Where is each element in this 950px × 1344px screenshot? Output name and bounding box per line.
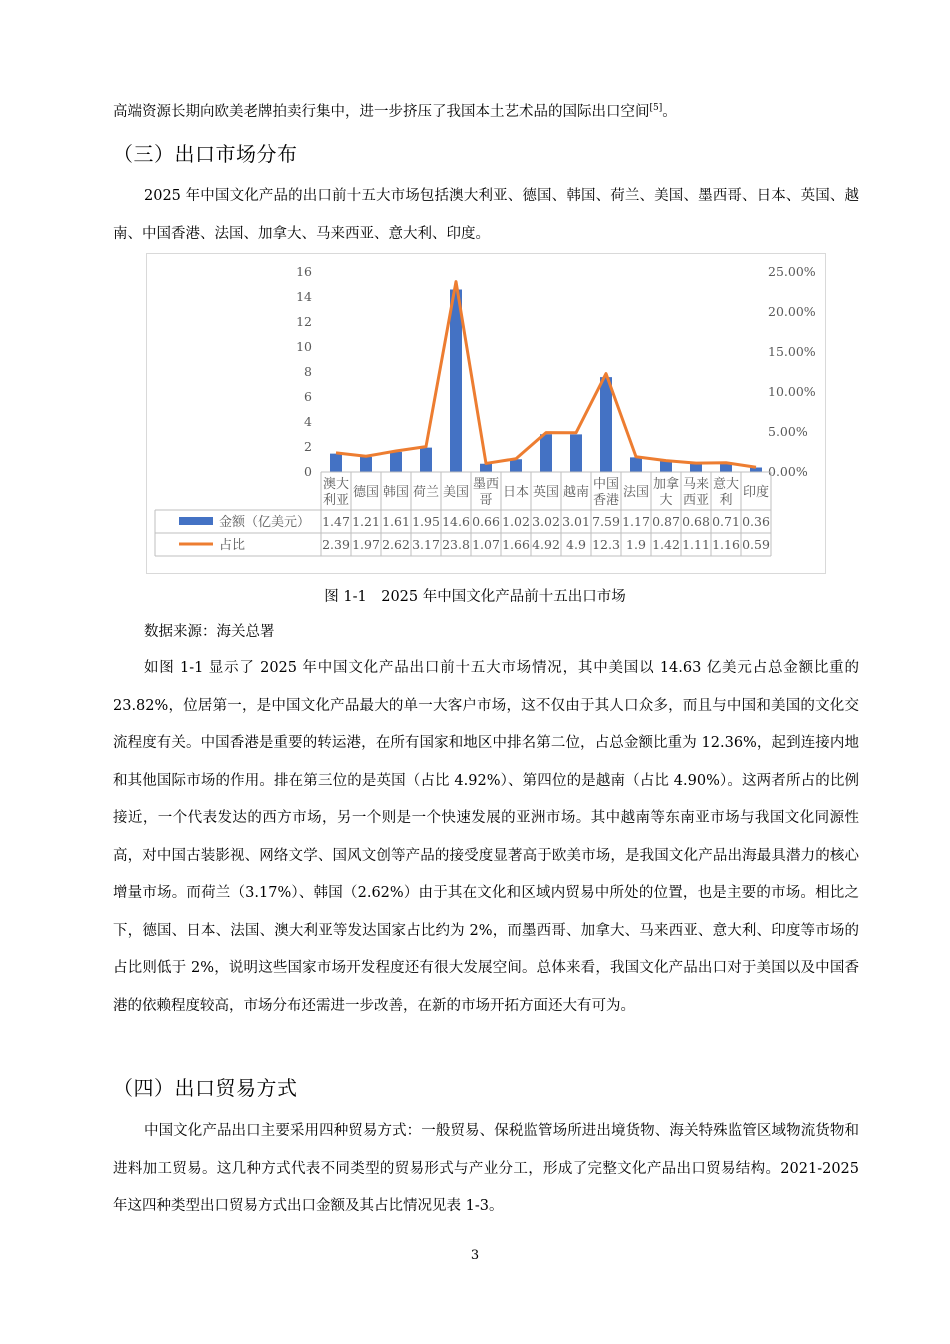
bar (390, 452, 402, 472)
data-value-share: 4.9 (566, 537, 586, 552)
data-value-share: 23.8 (442, 537, 470, 552)
section-heading-4: （四）出口贸易方式 (113, 1076, 298, 1100)
data-value-amount: 3.01 (562, 514, 590, 529)
bar (510, 459, 522, 472)
category-label: 美国 (442, 485, 470, 500)
data-value-amount: 14.6 (442, 514, 470, 529)
category-label: 马来 (682, 477, 710, 492)
bar (420, 448, 432, 472)
combo-chart (147, 254, 825, 573)
category-label: 利 (719, 493, 733, 508)
data-value-share: 2.39 (322, 537, 350, 552)
data-value-share: 4.92 (532, 537, 560, 552)
bar (330, 454, 342, 472)
paragraph-continued: 高端资源长期向欧美老牌拍卖行集中，进一步挤压了我国本土艺术品的国际出口空间[5]。 (113, 103, 677, 120)
bar (540, 434, 552, 472)
paragraph-trade-methods: 中国文化产品出口主要采用四种贸易方式：一般贸易、保税监管场所进出境货物、海关特殊监管区域物流货物和进料加工贸易。这几种方式代表不同类型的贸易形式与产业分工，形成了完整文化产品出口贸易结构。2021-2025 年这四种类型出口贸易方式出口金额及其占比情况见表 1-3。 (113, 1123, 859, 1214)
data-value-amount: 0.66 (472, 514, 500, 529)
data-value-amount: 3.02 (532, 514, 560, 529)
data-value-amount: 1.21 (352, 514, 380, 529)
legend-key-bar (179, 517, 213, 525)
data-value-share: 1.66 (502, 537, 530, 552)
right-axis-tick-label: 20.00% (768, 304, 816, 319)
page-number: 3 (470, 1248, 480, 1263)
right-axis-tick-label: 5.00% (768, 424, 808, 439)
category-label: 加拿 (652, 477, 680, 492)
data-value-amount: 1.47 (322, 514, 350, 529)
left-axis-tick-label: 2 (304, 439, 312, 454)
category-label: 香港 (592, 493, 620, 508)
data-value-share: 1.16 (712, 537, 740, 552)
category-label: 澳大 (322, 477, 350, 492)
data-value-amount: 1.61 (382, 514, 410, 529)
data-value-share: 1.42 (652, 537, 680, 552)
right-axis-tick-label: 15.00% (768, 344, 816, 359)
left-axis-tick-label: 6 (304, 389, 312, 404)
legend-label: 占比 (219, 538, 246, 553)
category-label: 利亚 (322, 493, 350, 508)
right-axis-tick-label: 10.00% (768, 384, 816, 399)
data-value-share: 12.3 (592, 537, 620, 552)
right-axis-tick-label: 25.00% (768, 264, 816, 279)
left-axis-tick-label: 0 (304, 464, 312, 479)
category-label: 墨西 (472, 477, 500, 492)
data-value-amount: 0.71 (712, 514, 740, 529)
category-label: 法国 (622, 485, 650, 500)
data-value-share: 1.11 (682, 537, 710, 552)
category-label: 日本 (502, 485, 530, 500)
data-value-share: 1.07 (472, 537, 500, 552)
data-value-amount: 7.59 (592, 514, 620, 529)
paragraph-analysis: 如图 1-1 显示了 2025 年中国文化产品出口前十五大市场情况，其中美国以 14.63 亿美元占总金额比重的 23.82%，位居第一，是中国文化产品最大的单一大客户市场，这不仅由于其人口众多，而且与中国和美国的文化交流程度有关。中国香港是重要的转运港，在所有国家和地区中排名第二位，占总金额比重为 12.36%，起到连接内地和其他国际市场的作用。排在第三位的是英国（占比 4.92%）、第四位的是越南（占比 4.90%）。这两者所占的比例接近，一个代表发达的西方市场，另一个则是一个快速发展的亚洲市场。其中越南等东南亚市场与我国文化同源性高，对中国古装影视、网络文学、国风文创等产品的接受度显著高于欧美市场，是我国文化产品出海最具潜力的核心增量市场。而荷兰（3.17%）、韩国（2.62%）由于其在文化和区域内贸易中所处的位置，也是主要的市场。相比之下，德国、日本、法国、澳大利亚等发达国家占比约为 2%，而墨西哥、加拿大、马来西亚、意大利、印度等市场的占比则低于 2%，说明这些国家市场开发程度还有很大发展空间。总体来看，我国文化产品出口对于美国以及中国香港的依赖程度较高，市场分布还需进一步改善，在新的市场开拓方面还大有可为。 (113, 660, 859, 1014)
data-value-share: 0.59 (742, 537, 770, 552)
data-value-share: 1.97 (352, 537, 380, 552)
left-axis-tick-label: 16 (296, 264, 312, 279)
category-label: 韩国 (382, 485, 410, 500)
bar (600, 377, 612, 472)
data-value-amount: 1.95 (412, 514, 440, 529)
figure-source: 数据来源：海关总署 (144, 624, 275, 640)
left-axis-tick-label: 8 (304, 364, 312, 379)
bar (690, 464, 702, 473)
category-label: 印度 (742, 485, 770, 500)
chart-figure (146, 253, 826, 574)
data-value-share: 2.62 (382, 537, 410, 552)
bar (570, 434, 582, 472)
category-label: 哥 (479, 493, 493, 508)
section-heading-3: （三）出口市场分布 (113, 142, 298, 166)
category-label: 意大 (712, 477, 740, 492)
left-axis-tick-label: 10 (296, 339, 312, 354)
figure-caption: 图 1-1 2025 年中国文化产品前十五出口市场 (324, 589, 626, 605)
data-value-amount: 0.68 (682, 514, 710, 529)
category-label: 中国 (592, 477, 620, 492)
data-value-share: 3.17 (412, 537, 440, 552)
bar (660, 461, 672, 472)
bar (360, 457, 372, 472)
right-axis-tick-label: 0.00% (768, 464, 808, 479)
left-axis-tick-label: 4 (304, 414, 312, 429)
category-label: 荷兰 (412, 485, 440, 500)
left-axis-tick-label: 12 (296, 314, 312, 329)
category-label: 大 (659, 493, 673, 508)
bar (750, 468, 762, 473)
data-value-amount: 0.87 (652, 514, 680, 529)
data-value-amount: 1.17 (622, 514, 650, 529)
category-label: 英国 (532, 485, 560, 500)
bar (450, 290, 462, 473)
paragraph-intro: 2025 年中国文化产品的出口前十五大市场包括澳大利亚、德国、韩国、荷兰、美国、墨西哥、日本、英国、越南、中国香港、法国、加拿大、马来西亚、意大利、印度。 (113, 188, 859, 242)
reference-mark: [5] (649, 103, 663, 113)
data-value-share: 1.9 (626, 537, 646, 552)
left-axis-tick-label: 14 (296, 289, 312, 304)
category-label: 德国 (352, 485, 380, 500)
category-label: 西亚 (682, 493, 710, 508)
data-value-amount: 1.02 (502, 514, 530, 529)
data-value-amount: 0.36 (742, 514, 770, 529)
legend-label: 金额（亿美元） (219, 515, 311, 530)
bar (480, 464, 492, 472)
category-label: 越南 (562, 485, 590, 500)
bar (630, 457, 642, 472)
